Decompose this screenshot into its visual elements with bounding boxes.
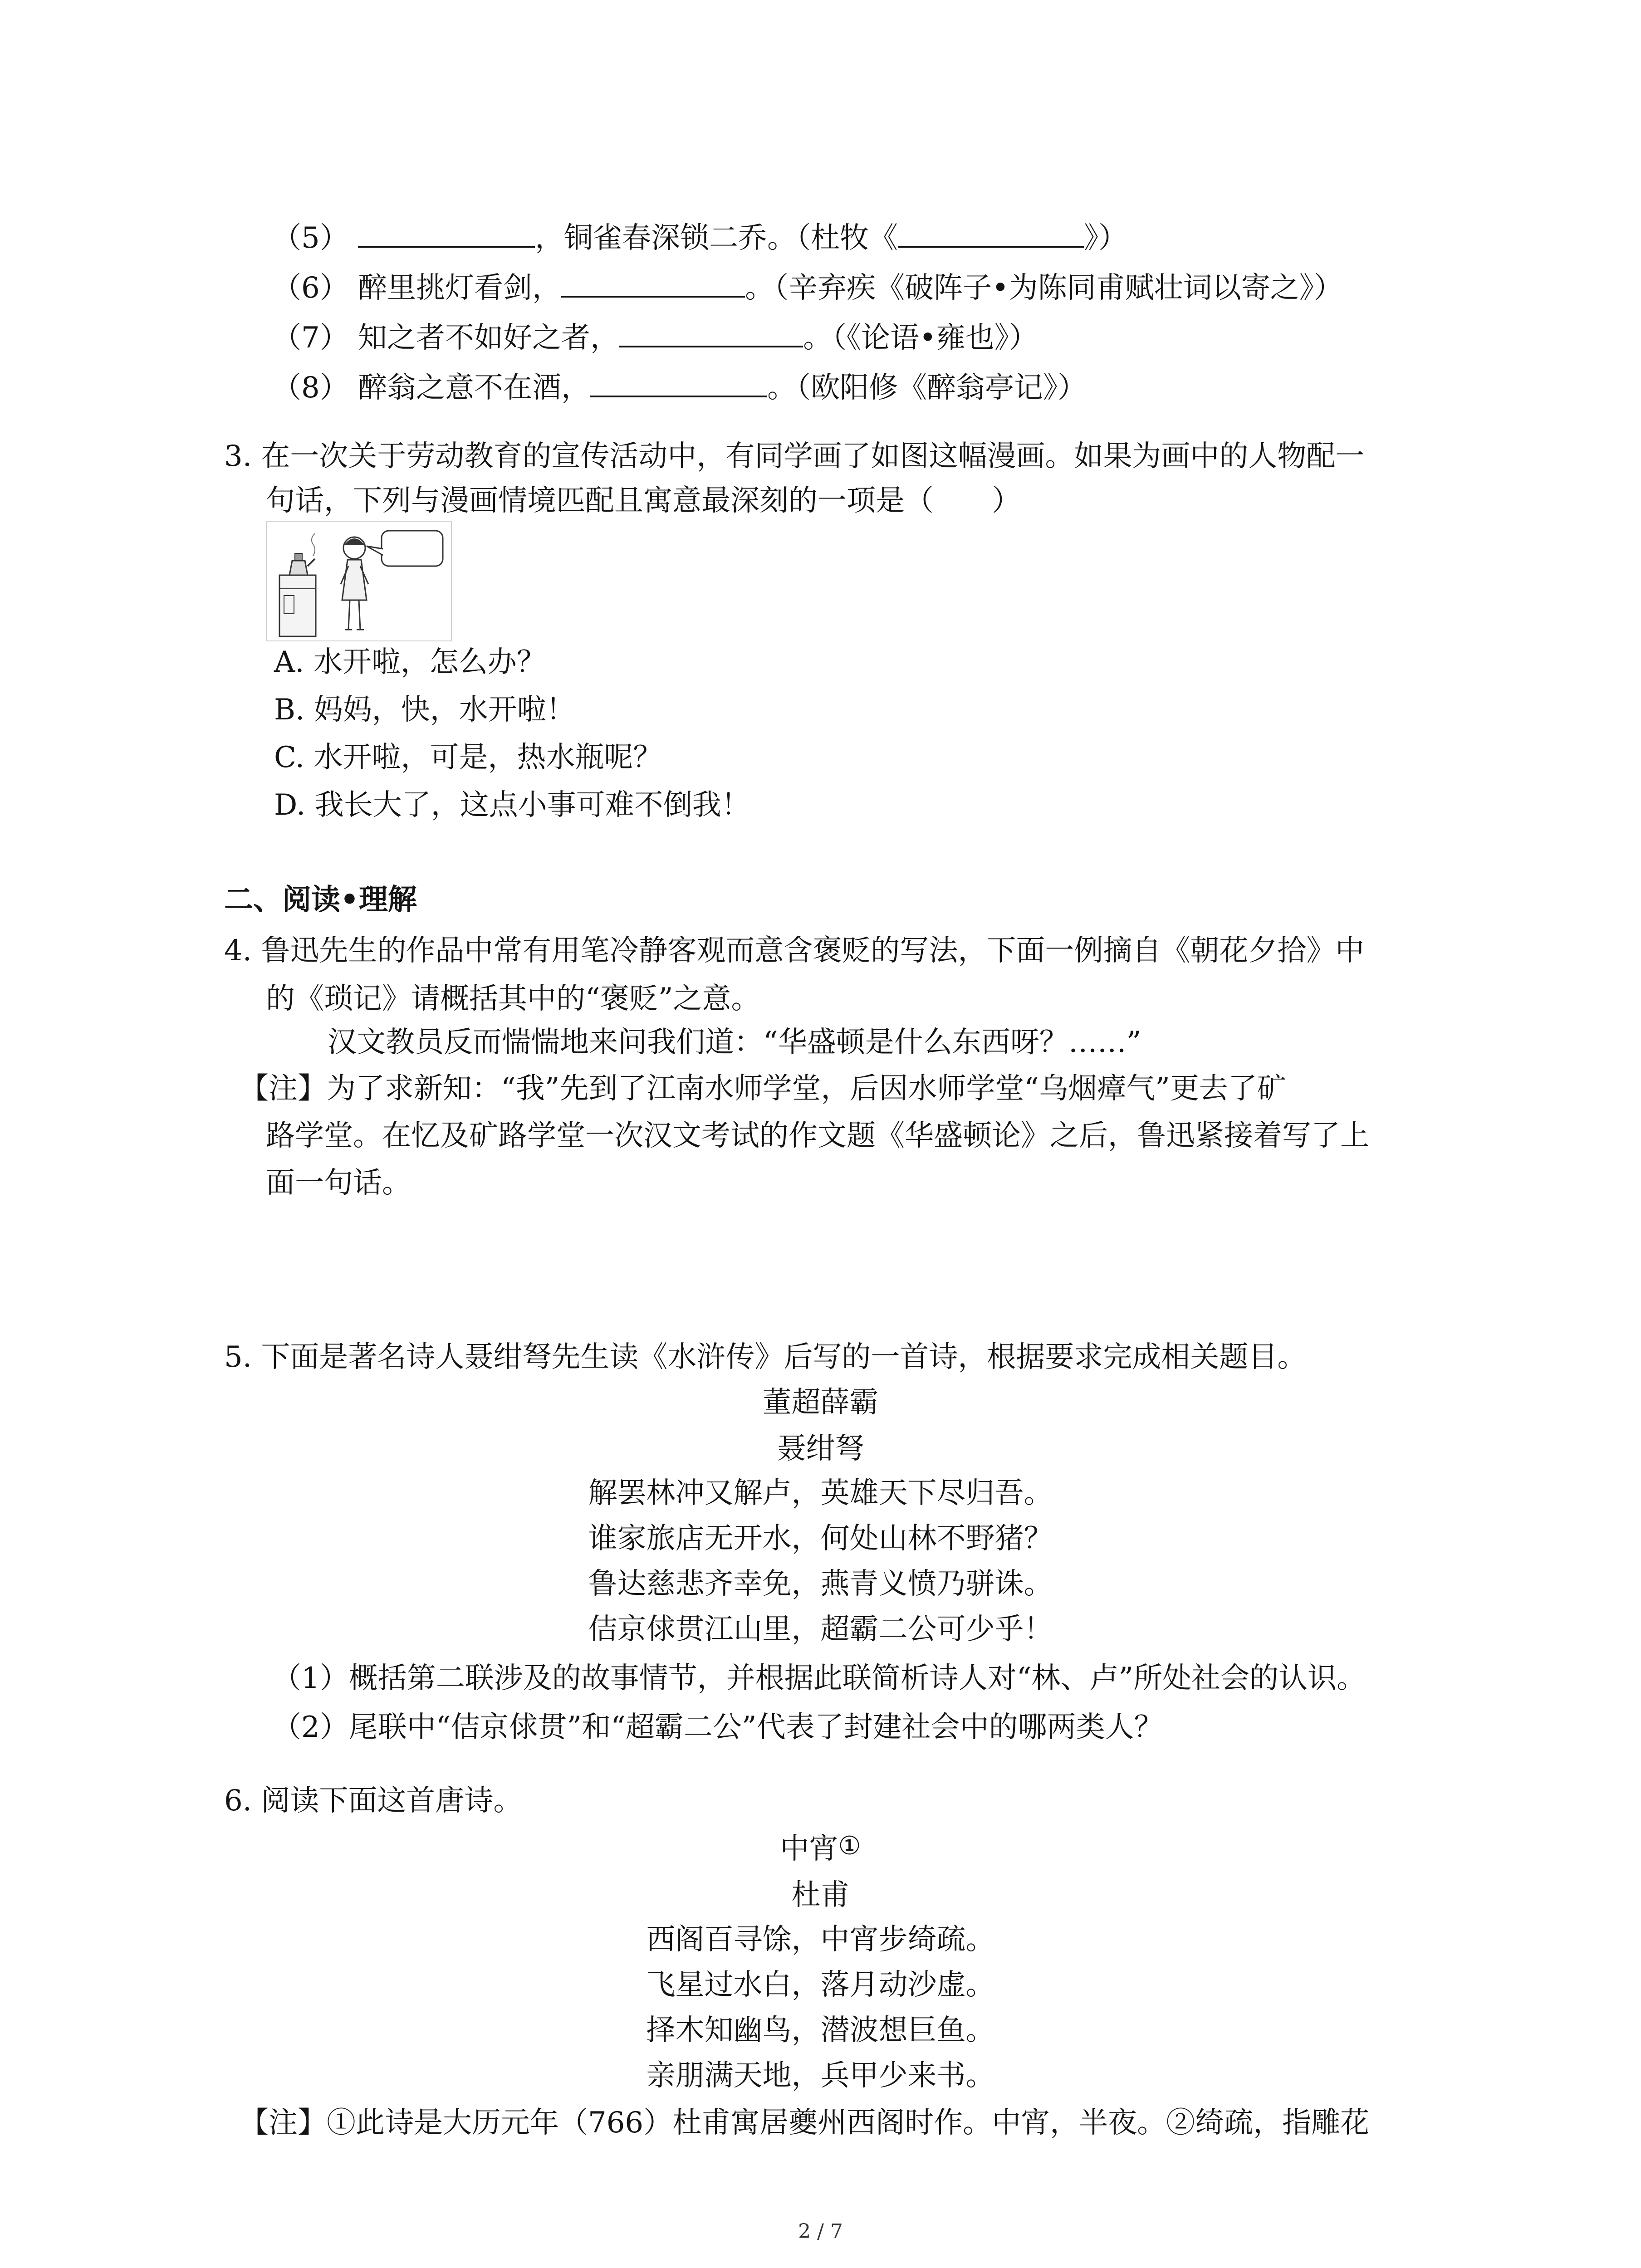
q4-note-line3: 面一句话。 xyxy=(266,1166,411,1200)
item-text: 》） xyxy=(1084,221,1128,255)
footnote-marker: ① xyxy=(838,1831,861,1861)
poem-author: 杜甫 xyxy=(791,1878,850,1912)
item-number: （8） xyxy=(272,371,349,405)
item-number: （5） xyxy=(272,221,349,255)
item-number: （6） xyxy=(272,271,349,305)
item-text: 醉里挑灯看剑， xyxy=(358,271,562,305)
item-text: 。（《论语•雍也》） xyxy=(803,321,1038,355)
poem-title-text: 中宵 xyxy=(780,1832,838,1866)
q6-note: 【注】①此诗是大历元年（766）杜甫寓居夔州西阁时作。中宵，半夜。②绮疏，指雕花 xyxy=(240,2106,1370,2140)
option-text: 水开啦，可是，热水瓶呢？ xyxy=(314,741,662,774)
poem-line: 择木知幽鸟，潜波想巨鱼。 xyxy=(646,2014,995,2047)
option-letter: C. xyxy=(274,741,305,774)
q5-intro: 5. 下面是著名诗人聂绀弩先生读《水浒传》后写的一首诗，根据要求完成相关题目。 xyxy=(224,1340,1307,1374)
q6-intro: 6. 阅读下面这首唐诗。 xyxy=(224,1784,523,1818)
item-text: ，铜雀春深锁二乔。（杜牧《 xyxy=(535,221,898,255)
q4-stem-line2: 的《琐记》请概括其中的“褒贬”之意。 xyxy=(266,982,760,1016)
item-text: 。（辛弃疾《破阵子•为陈同甫赋壮词以寄之》） xyxy=(745,271,1343,305)
option-text: 水开啦，怎么办？ xyxy=(313,645,546,679)
cartoon-image xyxy=(266,521,452,641)
q4-stem-line1: 4. 鲁迅先生的作品中常有用笔冷静客观而意含褒贬的写法，下面一例摘自《朝花夕拾》中 xyxy=(224,934,1365,968)
item-8 xyxy=(272,368,1087,406)
answer-blank[interactable] xyxy=(590,368,767,397)
q5-subquestion-2: （2）尾联中“佶京俅贯”和“超霸二公”代表了封建社会中的哪两类人？ xyxy=(272,1711,1163,1744)
answer-blank[interactable] xyxy=(358,219,535,248)
poem-line: 飞星过水白，落月动沙虚。 xyxy=(646,1968,995,2002)
poem-line: 解罢林冲又解卢，英雄天下尽归吾。 xyxy=(588,1476,1053,1510)
item-6 xyxy=(272,269,1343,306)
option-text: 妈妈，快，水开啦！ xyxy=(314,693,575,727)
page-number: 2 / 7 xyxy=(798,2220,843,2243)
poem-line: 鲁达慈悲齐幸免，燕青义愤乃骈诛。 xyxy=(588,1567,1053,1601)
q5-subquestion-1: （1）概括第二联涉及的故事情节，并根据此联简析诗人对“林、卢”所处社会的认识。 xyxy=(272,1662,1366,1695)
poem-title xyxy=(0,1831,1641,1867)
option-d[interactable] xyxy=(274,787,750,823)
poem-line: 谁家旅店无开水，何处山林不野猪？ xyxy=(588,1522,1053,1555)
q4-note-line2: 路学堂。在忆及矿路学堂一次汉文考试的作文题《华盛顿论》之后，鲁迅紧接着写了上 xyxy=(266,1119,1369,1153)
poem-title: 董超薛霸 xyxy=(762,1386,879,1419)
item-number: （7） xyxy=(272,321,349,355)
item-7 xyxy=(272,318,1038,356)
q3-stem-line2: 句话，下列与漫画情境匹配且寓意最深刻的一项是（ ） xyxy=(266,484,1021,518)
option-a[interactable] xyxy=(274,644,546,680)
option-text: 我长大了，这点小事可难不倒我！ xyxy=(314,788,750,822)
item-text: 。（欧阳修《醉翁亭记》） xyxy=(767,371,1087,405)
q4-note-line1: 【注】为了求新知：“我”先到了江南水师学堂，后因水师学堂“乌烟瘴气”更去了矿 xyxy=(240,1072,1286,1105)
option-c[interactable] xyxy=(274,739,662,776)
section-heading: 二、阅读•理解 xyxy=(224,883,417,917)
answer-blank[interactable] xyxy=(619,318,803,347)
poem-line: 佶京俅贯江山里，超霸二公可少乎！ xyxy=(588,1613,1053,1646)
option-letter: B. xyxy=(274,693,305,727)
item-text: 知之者不如好之者， xyxy=(358,321,620,355)
item-text: 醉翁之意不在酒， xyxy=(358,371,591,405)
option-b[interactable] xyxy=(274,692,575,728)
item-5 xyxy=(272,219,1127,256)
poem-author: 聂绀弩 xyxy=(777,1432,864,1466)
poem-line: 西阁百寻馀，中宵步绮疏。 xyxy=(646,1923,995,1956)
q4-quote: 汉文教员反而惴惴地来问我们道：“华盛顿是什么东西呀？……” xyxy=(328,1026,1141,1059)
answer-blank[interactable] xyxy=(898,219,1084,248)
option-letter: D. xyxy=(274,788,306,822)
answer-blank[interactable] xyxy=(561,269,745,298)
option-letter: A. xyxy=(274,645,304,679)
poem-line: 亲朋满天地，兵甲少来书。 xyxy=(646,2059,995,2092)
q3-stem-line1: 3. 在一次关于劳动教育的宣传活动中，有同学画了如图这幅漫画。如果为画中的人物配一 xyxy=(224,440,1365,473)
